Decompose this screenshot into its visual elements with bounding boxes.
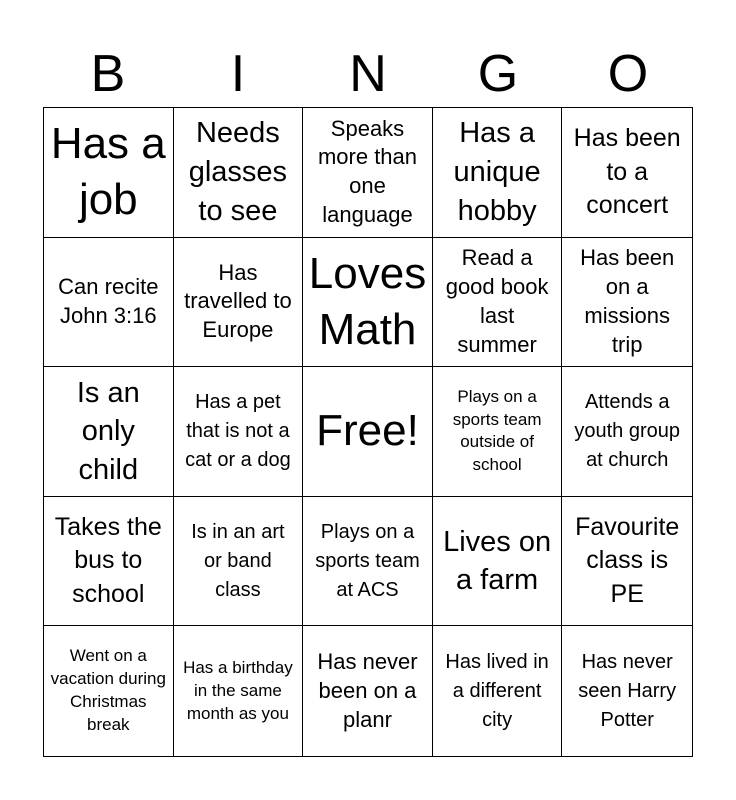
header-letter-i: I bbox=[230, 45, 246, 103]
bingo-cell-b3[interactable] bbox=[44, 367, 174, 497]
bingo-cell-text: Is an only child bbox=[76, 376, 140, 486]
bingo-cell-text: Has a unique hobby bbox=[453, 117, 541, 227]
bingo-cell-text: Can recite John 3:16 bbox=[58, 274, 159, 328]
bingo-header bbox=[43, 44, 693, 104]
bingo-cell-text: Has never been on a planr bbox=[317, 648, 418, 732]
bingo-cell-n5[interactable] bbox=[303, 626, 433, 756]
bingo-cell-n2[interactable] bbox=[303, 238, 433, 368]
bingo-cell-text: Plays on a sports team outside of school bbox=[452, 386, 542, 475]
bingo-cell-text: Free! bbox=[316, 406, 419, 456]
header-letter-n: N bbox=[349, 45, 387, 103]
bingo-cell-text: Speaks more than one language bbox=[317, 115, 418, 228]
bingo-cell-g1[interactable] bbox=[433, 108, 563, 238]
bingo-cell-o5[interactable] bbox=[562, 626, 692, 756]
bingo-cell-g3[interactable] bbox=[433, 367, 563, 497]
bingo-cell-i2[interactable] bbox=[174, 238, 304, 368]
bingo-cell-text: Has lived in a different city bbox=[445, 650, 549, 731]
bingo-cell-n1[interactable] bbox=[303, 108, 433, 238]
bingo-cell-text: Has never seen Harry Potter bbox=[578, 650, 677, 731]
bingo-cell-text: Went on a vacation during Christmas break bbox=[50, 646, 166, 735]
bingo-cell-text: Lives on a farm bbox=[443, 525, 552, 597]
bingo-cell-i3[interactable] bbox=[174, 367, 304, 497]
bingo-cell-b5[interactable] bbox=[44, 626, 174, 756]
bingo-cell-o1[interactable] bbox=[562, 108, 692, 238]
bingo-cell-text: Has been to a concert bbox=[573, 124, 681, 219]
bingo-cell-text: Has been on a missions trip bbox=[580, 245, 675, 357]
bingo-cell-text: Is in an art or band class bbox=[191, 520, 285, 601]
bingo-cell-o3[interactable] bbox=[562, 367, 692, 497]
bingo-cell-text: Attends a youth group at church bbox=[574, 390, 681, 471]
bingo-cell-text: Favourite class is PE bbox=[575, 513, 680, 608]
bingo-cell-text: Loves Math bbox=[308, 248, 427, 354]
bingo-cell-g5[interactable] bbox=[433, 626, 563, 756]
bingo-cell-b2[interactable] bbox=[44, 238, 174, 368]
bingo-cell-text: Read a good book last summer bbox=[445, 245, 549, 357]
header-letter-b: B bbox=[90, 45, 126, 103]
bingo-cell-free[interactable] bbox=[303, 367, 433, 497]
bingo-cell-i4[interactable] bbox=[174, 497, 304, 627]
bingo-board bbox=[43, 107, 693, 757]
bingo-cell-o4[interactable] bbox=[562, 497, 692, 627]
bingo-cell-n4[interactable] bbox=[303, 497, 433, 627]
bingo-cell-b4[interactable] bbox=[44, 497, 174, 627]
bingo-cell-o2[interactable] bbox=[562, 238, 692, 368]
header-letter-o: O bbox=[607, 45, 649, 103]
bingo-cell-text: Has travelled to Europe bbox=[184, 259, 292, 343]
bingo-cell-g4[interactable] bbox=[433, 497, 563, 627]
header-letter-g: G bbox=[477, 45, 519, 103]
bingo-cell-text: Has a pet that is not a cat or a dog bbox=[185, 390, 291, 471]
bingo-cell-i1[interactable] bbox=[174, 108, 304, 238]
bingo-cell-text: Has a job bbox=[50, 118, 166, 225]
bingo-cell-text: Needs glasses to see bbox=[188, 117, 288, 227]
bingo-cell-text: Takes the bus to school bbox=[54, 513, 162, 608]
bingo-cell-b1[interactable] bbox=[44, 108, 174, 238]
bingo-cell-text: Has a birthday in the same month as you bbox=[183, 657, 293, 723]
bingo-cell-text: Plays on a sports team at ACS bbox=[315, 520, 420, 601]
bingo-cell-i5[interactable] bbox=[174, 626, 304, 756]
bingo-cell-g2[interactable] bbox=[433, 238, 563, 368]
